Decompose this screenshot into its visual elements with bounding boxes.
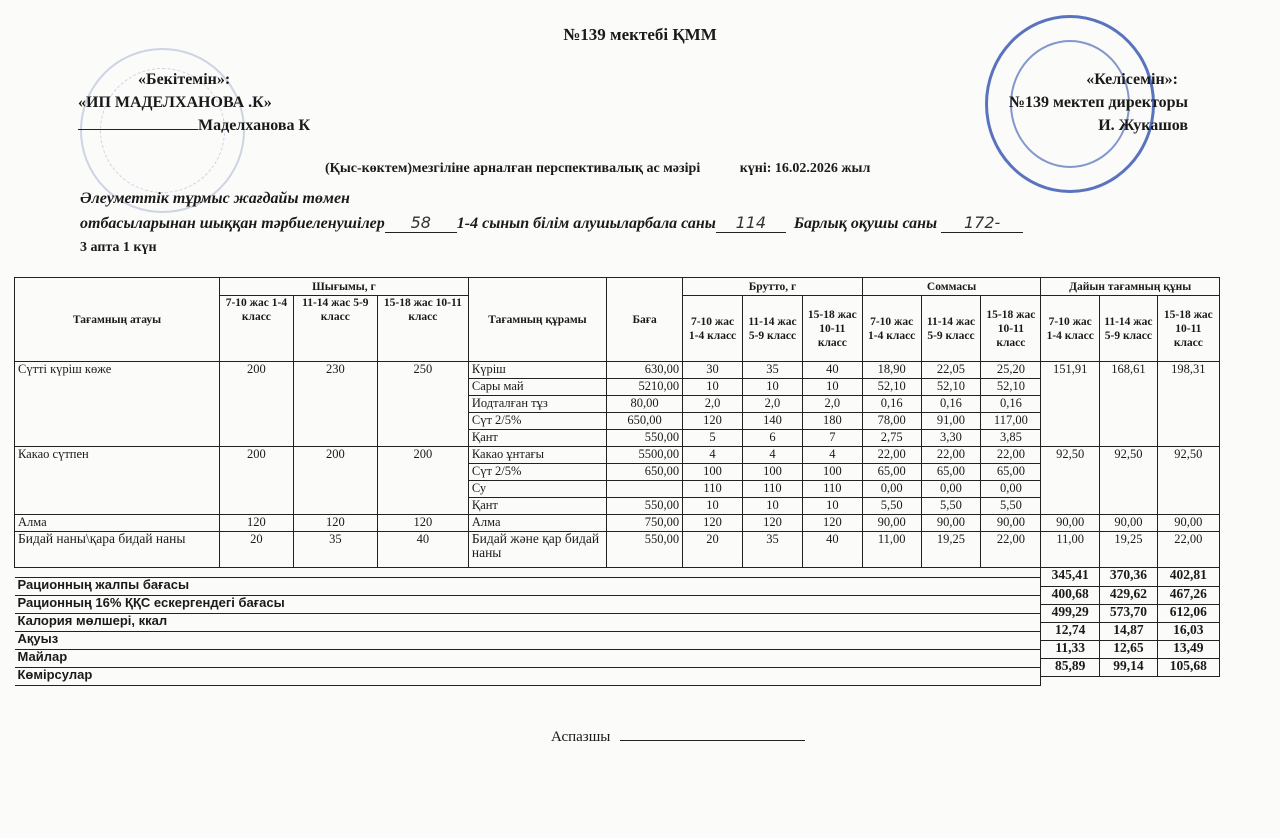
- yield-2: 35: [293, 532, 377, 568]
- summary-value-3: 105,68: [1157, 659, 1219, 677]
- ready-2: 168,61: [1100, 362, 1158, 447]
- approve-block: [78, 68, 310, 137]
- header-sum: Соммасы: [862, 278, 1041, 296]
- yield-2: 200: [293, 447, 377, 515]
- summary-value-2: 14,87: [1100, 623, 1158, 641]
- ready-3: 22,00: [1157, 532, 1219, 568]
- sum-3: 90,00: [981, 515, 1041, 532]
- ingredient-price: [607, 481, 683, 498]
- sum-2: 0,00: [921, 481, 981, 498]
- header-yield-col-1: 7-10 жас 1-4 класс: [220, 296, 294, 362]
- sum-1: 22,00: [862, 447, 921, 464]
- total-count: 172-: [941, 213, 1023, 233]
- summary-value-1: 12,74: [1041, 623, 1100, 641]
- header-composition: Тағамның құрамы: [468, 278, 606, 362]
- summary-label: Майлар: [15, 650, 1041, 668]
- brutto-3: 180: [802, 413, 862, 430]
- summary-value-1: 400,68: [1041, 587, 1100, 605]
- summary-label: Калория мөлшері, ккал: [15, 614, 1041, 632]
- summary-value-1: 11,33: [1041, 641, 1100, 659]
- sum-3: 0,16: [981, 396, 1041, 413]
- sum-3: 22,00: [981, 447, 1041, 464]
- sum-2: 90,00: [921, 515, 981, 532]
- yield-1: 200: [220, 447, 294, 515]
- dish-name: Сүтті күріш көже: [15, 362, 220, 447]
- ingredient-name: Какао ұнтағы: [468, 447, 606, 464]
- ingredient-price: 630,00: [607, 362, 683, 379]
- brutto-3: 7: [802, 430, 862, 447]
- header-ready-col-3: 15-18 жас 10-11 класс: [1157, 296, 1219, 362]
- table-row: [15, 447, 1220, 464]
- ingredient-price: 650,00: [607, 413, 683, 430]
- social-prefix: отбасыларынан шыққан тәрбиеленушілер: [80, 215, 385, 232]
- approve-label: «Бекітемін»:: [138, 71, 231, 88]
- cook-signature-line: [620, 727, 805, 741]
- summary-value-2: 573,70: [1100, 605, 1158, 623]
- agree-label: «Келісемін»:: [1086, 71, 1178, 88]
- table-row: [15, 515, 1220, 532]
- agree-name: И. Жукашов: [1098, 117, 1188, 134]
- sum-2: 3,30: [921, 430, 981, 447]
- header-yield-col-3: 15-18 жас 10-11 класс: [377, 296, 468, 362]
- summary-row: [15, 578, 1220, 587]
- social-count: 58: [385, 213, 457, 233]
- agree-position: №139 мектеп директоры: [1008, 94, 1188, 111]
- sum-1: 0,00: [862, 481, 921, 498]
- ingredient-price: 550,00: [607, 430, 683, 447]
- sum-1: 0,16: [862, 396, 921, 413]
- summary-row: [15, 650, 1220, 659]
- brutto-1: 30: [683, 362, 743, 379]
- ingredient-name: Қант: [468, 430, 606, 447]
- sum-1: 5,50: [862, 498, 921, 515]
- sum-3: 0,00: [981, 481, 1041, 498]
- summary-row: [15, 614, 1220, 623]
- brutto-2: 35: [743, 532, 803, 568]
- brutto-3: 10: [802, 379, 862, 396]
- sum-3: 25,20: [981, 362, 1041, 379]
- summary-label: Рационның жалпы бағасы: [15, 578, 1041, 596]
- ingredient-name: Бидай және қар бидай наны: [468, 532, 606, 568]
- yield-3: 250: [377, 362, 468, 447]
- brutto-1: 10: [683, 498, 743, 515]
- sum-1: 52,10: [862, 379, 921, 396]
- cook-label: Аспазшы: [551, 729, 611, 745]
- approve-signature-line: [78, 116, 198, 130]
- menu-title: (Қыс-көктем)мезгіліне арналған перспективалық ас мәзірі: [325, 161, 701, 176]
- summary-row: [15, 668, 1220, 677]
- brutto-1: 110: [683, 481, 743, 498]
- header-yield: Шығымы, г: [220, 278, 469, 296]
- yield-3: 120: [377, 515, 468, 532]
- brutto-2: 10: [743, 498, 803, 515]
- summary-value-3: 612,06: [1157, 605, 1219, 623]
- sum-1: 2,75: [862, 430, 921, 447]
- sum-3: 65,00: [981, 464, 1041, 481]
- sum-1: 11,00: [862, 532, 921, 568]
- header-dish-name: Тағамның атауы: [15, 278, 220, 362]
- summary-value-3: 16,03: [1157, 623, 1219, 641]
- brutto-2: 10: [743, 379, 803, 396]
- summary-row: [15, 632, 1220, 641]
- ready-1: 151,91: [1041, 362, 1100, 447]
- dish-name: Алма: [15, 515, 220, 532]
- ingredient-name: Су: [468, 481, 606, 498]
- header-brutto-col-3: 15-18 жас 10-11 класс: [802, 296, 862, 362]
- dish-name: Бидай наны\қара бидай наны: [15, 532, 220, 568]
- sum-2: 22,00: [921, 447, 981, 464]
- summary-value-3: 467,26: [1157, 587, 1219, 605]
- summary-value-2: 12,65: [1100, 641, 1158, 659]
- brutto-3: 40: [802, 362, 862, 379]
- ready-2: 90,00: [1100, 515, 1158, 532]
- summary-label: Көмірсулар: [15, 668, 1041, 686]
- header-brutto-col-1: 7-10 жас 1-4 класс: [683, 296, 743, 362]
- brutto-1: 20: [683, 532, 743, 568]
- ready-3: 198,31: [1157, 362, 1219, 447]
- summary-value-1: 499,29: [1041, 605, 1100, 623]
- sum-3: 117,00: [981, 413, 1041, 430]
- sum-1: 90,00: [862, 515, 921, 532]
- grade-label: 1-4 сынып білім алушыларбала саны: [456, 215, 716, 232]
- sum-2: 0,16: [921, 396, 981, 413]
- brutto-2: 35: [743, 362, 803, 379]
- sum-3: 52,10: [981, 379, 1041, 396]
- social-line-1: Әлеуметтік тұрмыс жағдайы төмен: [80, 190, 350, 207]
- brutto-2: 140: [743, 413, 803, 430]
- ready-2: 92,50: [1100, 447, 1158, 515]
- header-ready-col-2: 11-14 жас 5-9 класс: [1100, 296, 1158, 362]
- brutto-1: 2,0: [683, 396, 743, 413]
- header-yield-col-2: 11-14 жас 5-9 класс: [293, 296, 377, 362]
- ingredient-price: 550,00: [607, 498, 683, 515]
- school-title: №139 мектебі ҚММ: [563, 25, 717, 44]
- summary-row: [15, 596, 1220, 605]
- yield-1: 20: [220, 532, 294, 568]
- ingredient-name: Сүт 2/5%: [468, 413, 606, 430]
- ready-1: 11,00: [1041, 532, 1100, 568]
- ready-3: 90,00: [1157, 515, 1219, 532]
- approve-org: «ИП МАДЕЛХАНОВА .К»: [78, 94, 272, 111]
- table-row: [15, 532, 1220, 568]
- summary-label: Ақуыз: [15, 632, 1041, 650]
- ingredient-name: Күріш: [468, 362, 606, 379]
- social-line-2: [80, 213, 1023, 233]
- sum-2: 52,10: [921, 379, 981, 396]
- sum-3: 22,00: [981, 532, 1041, 568]
- ingredient-name: Алма: [468, 515, 606, 532]
- table-row: [15, 362, 1220, 379]
- summary-value-1: 345,41: [1041, 568, 1100, 587]
- summary-label: [15, 568, 1041, 578]
- sum-2: 19,25: [921, 532, 981, 568]
- summary-value-3: 13,49: [1157, 641, 1219, 659]
- brutto-1: 120: [683, 515, 743, 532]
- header-price: Баға: [607, 278, 683, 362]
- header-brutto-col-2: 11-14 жас 5-9 класс: [743, 296, 803, 362]
- ingredient-name: Қант: [468, 498, 606, 515]
- yield-1: 120: [220, 515, 294, 532]
- ingredient-price: 80,00: [607, 396, 683, 413]
- brutto-3: 2,0: [802, 396, 862, 413]
- summary-value-1: 85,89: [1041, 659, 1100, 677]
- header-ready-col-1: 7-10 жас 1-4 класс: [1041, 296, 1100, 362]
- summary-label: Рационның 16% ҚҚС ескергендегі бағасы: [15, 596, 1041, 614]
- dish-name: Какао сүтпен: [15, 447, 220, 515]
- ingredient-name: Сүт 2/5%: [468, 464, 606, 481]
- brutto-3: 110: [802, 481, 862, 498]
- ingredient-name: Сары май: [468, 379, 606, 396]
- sum-2: 5,50: [921, 498, 981, 515]
- summary-value-2: 429,62: [1100, 587, 1158, 605]
- summary-value-2: 99,14: [1100, 659, 1158, 677]
- brutto-1: 4: [683, 447, 743, 464]
- total-label: Барлық оқушы саны: [793, 215, 938, 232]
- ingredient-price: 750,00: [607, 515, 683, 532]
- agree-block: [1009, 68, 1188, 137]
- ready-1: 90,00: [1041, 515, 1100, 532]
- brutto-1: 120: [683, 413, 743, 430]
- sum-2: 22,05: [921, 362, 981, 379]
- brutto-2: 110: [743, 481, 803, 498]
- sum-1: 78,00: [862, 413, 921, 430]
- brutto-2: 100: [743, 464, 803, 481]
- brutto-1: 10: [683, 379, 743, 396]
- week-day: 3 апта 1 күн: [80, 240, 157, 255]
- yield-1: 200: [220, 362, 294, 447]
- yield-2: 230: [293, 362, 377, 447]
- ready-2: 19,25: [1100, 532, 1158, 568]
- ingredient-price: 550,00: [607, 532, 683, 568]
- summary-value-3: 402,81: [1157, 568, 1219, 587]
- sum-3: 3,85: [981, 430, 1041, 447]
- header-sum-col-2: 11-14 жас 5-9 класс: [921, 296, 981, 362]
- ingredient-price: 5500,00: [607, 447, 683, 464]
- ingredient-price: 5210,00: [607, 379, 683, 396]
- cook-signature: [551, 727, 805, 746]
- sum-2: 91,00: [921, 413, 981, 430]
- brutto-3: 120: [802, 515, 862, 532]
- header-ready: Дайын тағамның құны: [1041, 278, 1220, 296]
- sum-2: 65,00: [921, 464, 981, 481]
- brutto-2: 6: [743, 430, 803, 447]
- brutto-2: 120: [743, 515, 803, 532]
- ready-1: 92,50: [1041, 447, 1100, 515]
- yield-2: 120: [293, 515, 377, 532]
- brutto-1: 100: [683, 464, 743, 481]
- brutto-3: 40: [802, 532, 862, 568]
- summary-value-2: 370,36: [1100, 568, 1158, 587]
- summary-empty: [1041, 677, 1220, 686]
- approve-name: Маделханова К: [198, 117, 311, 134]
- menu-title-line: [325, 161, 870, 177]
- menu-date: күні: 16.02.2026 жыл: [739, 161, 871, 176]
- brutto-3: 100: [802, 464, 862, 481]
- grade-count: 114: [716, 213, 786, 233]
- sum-1: 65,00: [862, 464, 921, 481]
- ingredient-name: Иодталған тұз: [468, 396, 606, 413]
- yield-3: 40: [377, 532, 468, 568]
- yield-3: 200: [377, 447, 468, 515]
- summary-row: [15, 568, 1220, 578]
- brutto-3: 10: [802, 498, 862, 515]
- sum-3: 5,50: [981, 498, 1041, 515]
- ingredient-price: 650,00: [607, 464, 683, 481]
- header-sum-col-3: 15-18 жас 10-11 класс: [981, 296, 1041, 362]
- sum-1: 18,90: [862, 362, 921, 379]
- header-sum-col-1: 7-10 жас 1-4 класс: [862, 296, 921, 362]
- header-brutto: Брутто, г: [683, 278, 863, 296]
- ready-3: 92,50: [1157, 447, 1219, 515]
- brutto-2: 2,0: [743, 396, 803, 413]
- brutto-1: 5: [683, 430, 743, 447]
- brutto-3: 4: [802, 447, 862, 464]
- menu-table: [14, 277, 1220, 686]
- brutto-2: 4: [743, 447, 803, 464]
